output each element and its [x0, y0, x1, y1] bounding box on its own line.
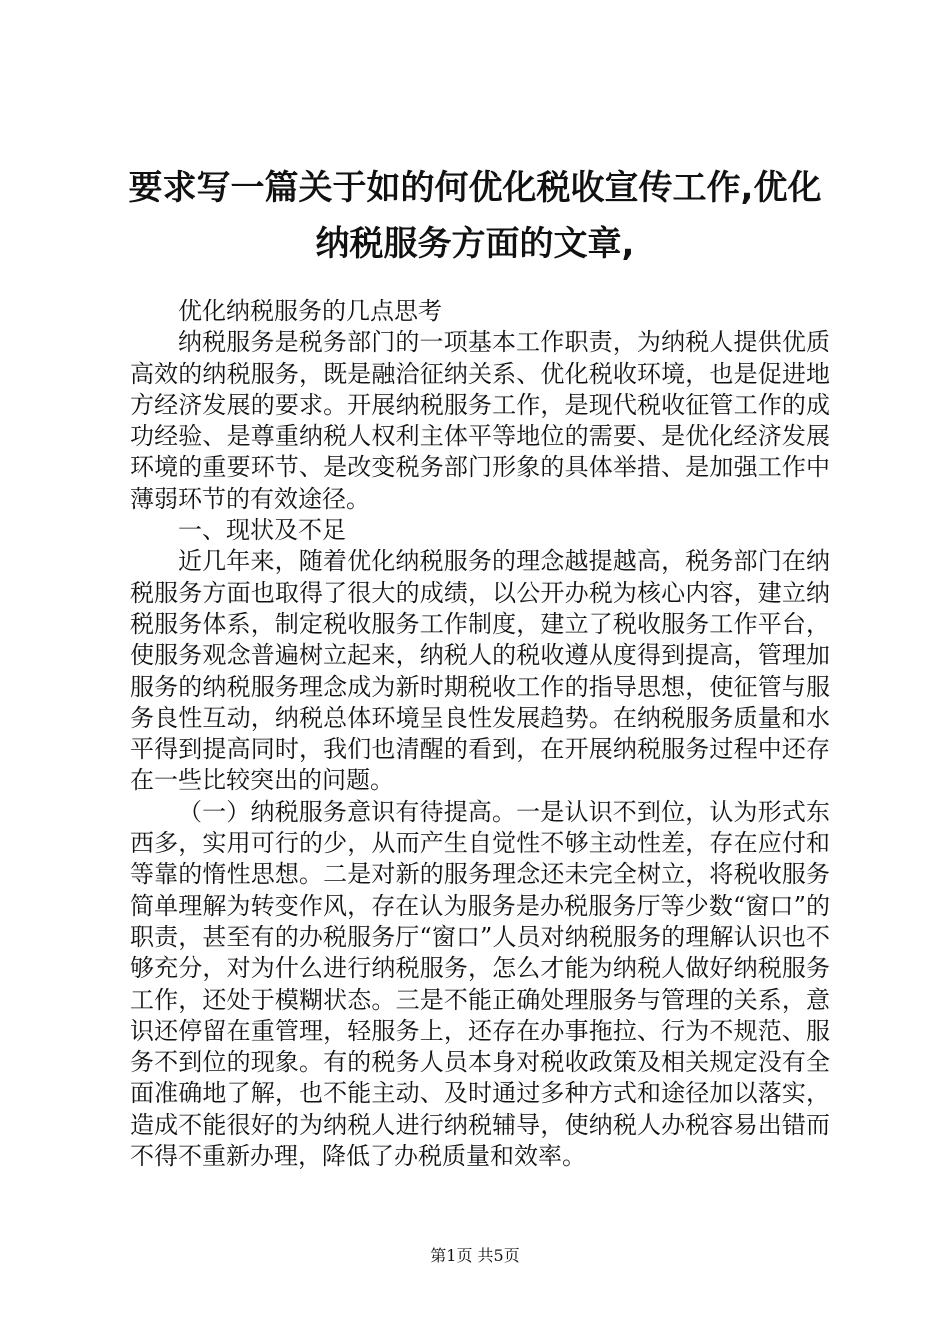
- section-heading: 一、现状及不足: [178, 516, 346, 545]
- document-title: 要求写一篇关于如的何优化税收宣传工作,优化纳税服务方面的文章,: [128, 168, 822, 264]
- body-paragraph: 近几年来，随着优化纳税服务的理念越提越高，税务部门在纳税服务方面也取得了很大的成绩，以公开办税为核心内容，建立纳税服务体系，制定税收服务工作制度，建立了税收服务工作平台，使服务观念普遍树立起来，纳税人的税收遵从度得到提高，管理加服务的纳税服务理念成为新时期税收工作的指导思想，使征管与服务良性互动，纳税总体环境呈良性发展趋势。在纳税服务质量和水平得到提高同时，我们也清醒的看到，在开展纳税服务过程中还存在一些比较突出的问题。: [130, 547, 830, 795]
- body-paragraph: 纳税服务是税务部门的一项基本工作职责，为纳税人提供优质高效的纳税服务，既是融洽征纳关系、优化税收环境，也是促进地方经济发展的要求。开展纳税服务工作，是现代税收征管工作的成功经验、是尊重纳税人权利主体平等地位的需要、是优化经济发展环境的重要环节、是改变税务部门形象的具体举措、是加强工作中薄弱环节的有效途径。: [130, 328, 830, 513]
- section-heading: 优化纳税服务的几点思考: [178, 297, 442, 325]
- page-number-footer: 第1页 共5页: [430, 1246, 520, 1265]
- document-body: [130, 296, 830, 1172]
- body-paragraph: （一）纳税服务意识有待提高。一是认识不到位，认为形式东西多，实用可行的少，从而产生自觉性不够主动性差，存在应付和等靠的惰性思想。二是对新的服务理念还未完全树立，将税收服务简单理解为转变作风，存在认为服务是办税服务厅等少数“窗口”的职责，甚至有的办税服务厅“窗口”人员对纳税服务的理解认识也不够充分，对为什么进行纳税服务，怎么才能为纳税人做好纳税服务工作，还处于模糊状态。三是不能正确处理服务与管理的关系，意识还停留在重管理，轻服务上，还存在办事拖拉、行为不规范、服务不到位的现象。有的税务人员本身对税收政策及相关规定没有全面准确地了解，也不能主动、及时通过多种方式和途径加以落实，造成不能很好的为纳税人进行纳税辅导，使纳税人办税容易出错而不得不重新办理，降低了办税质量和效率。: [130, 797, 830, 1171]
